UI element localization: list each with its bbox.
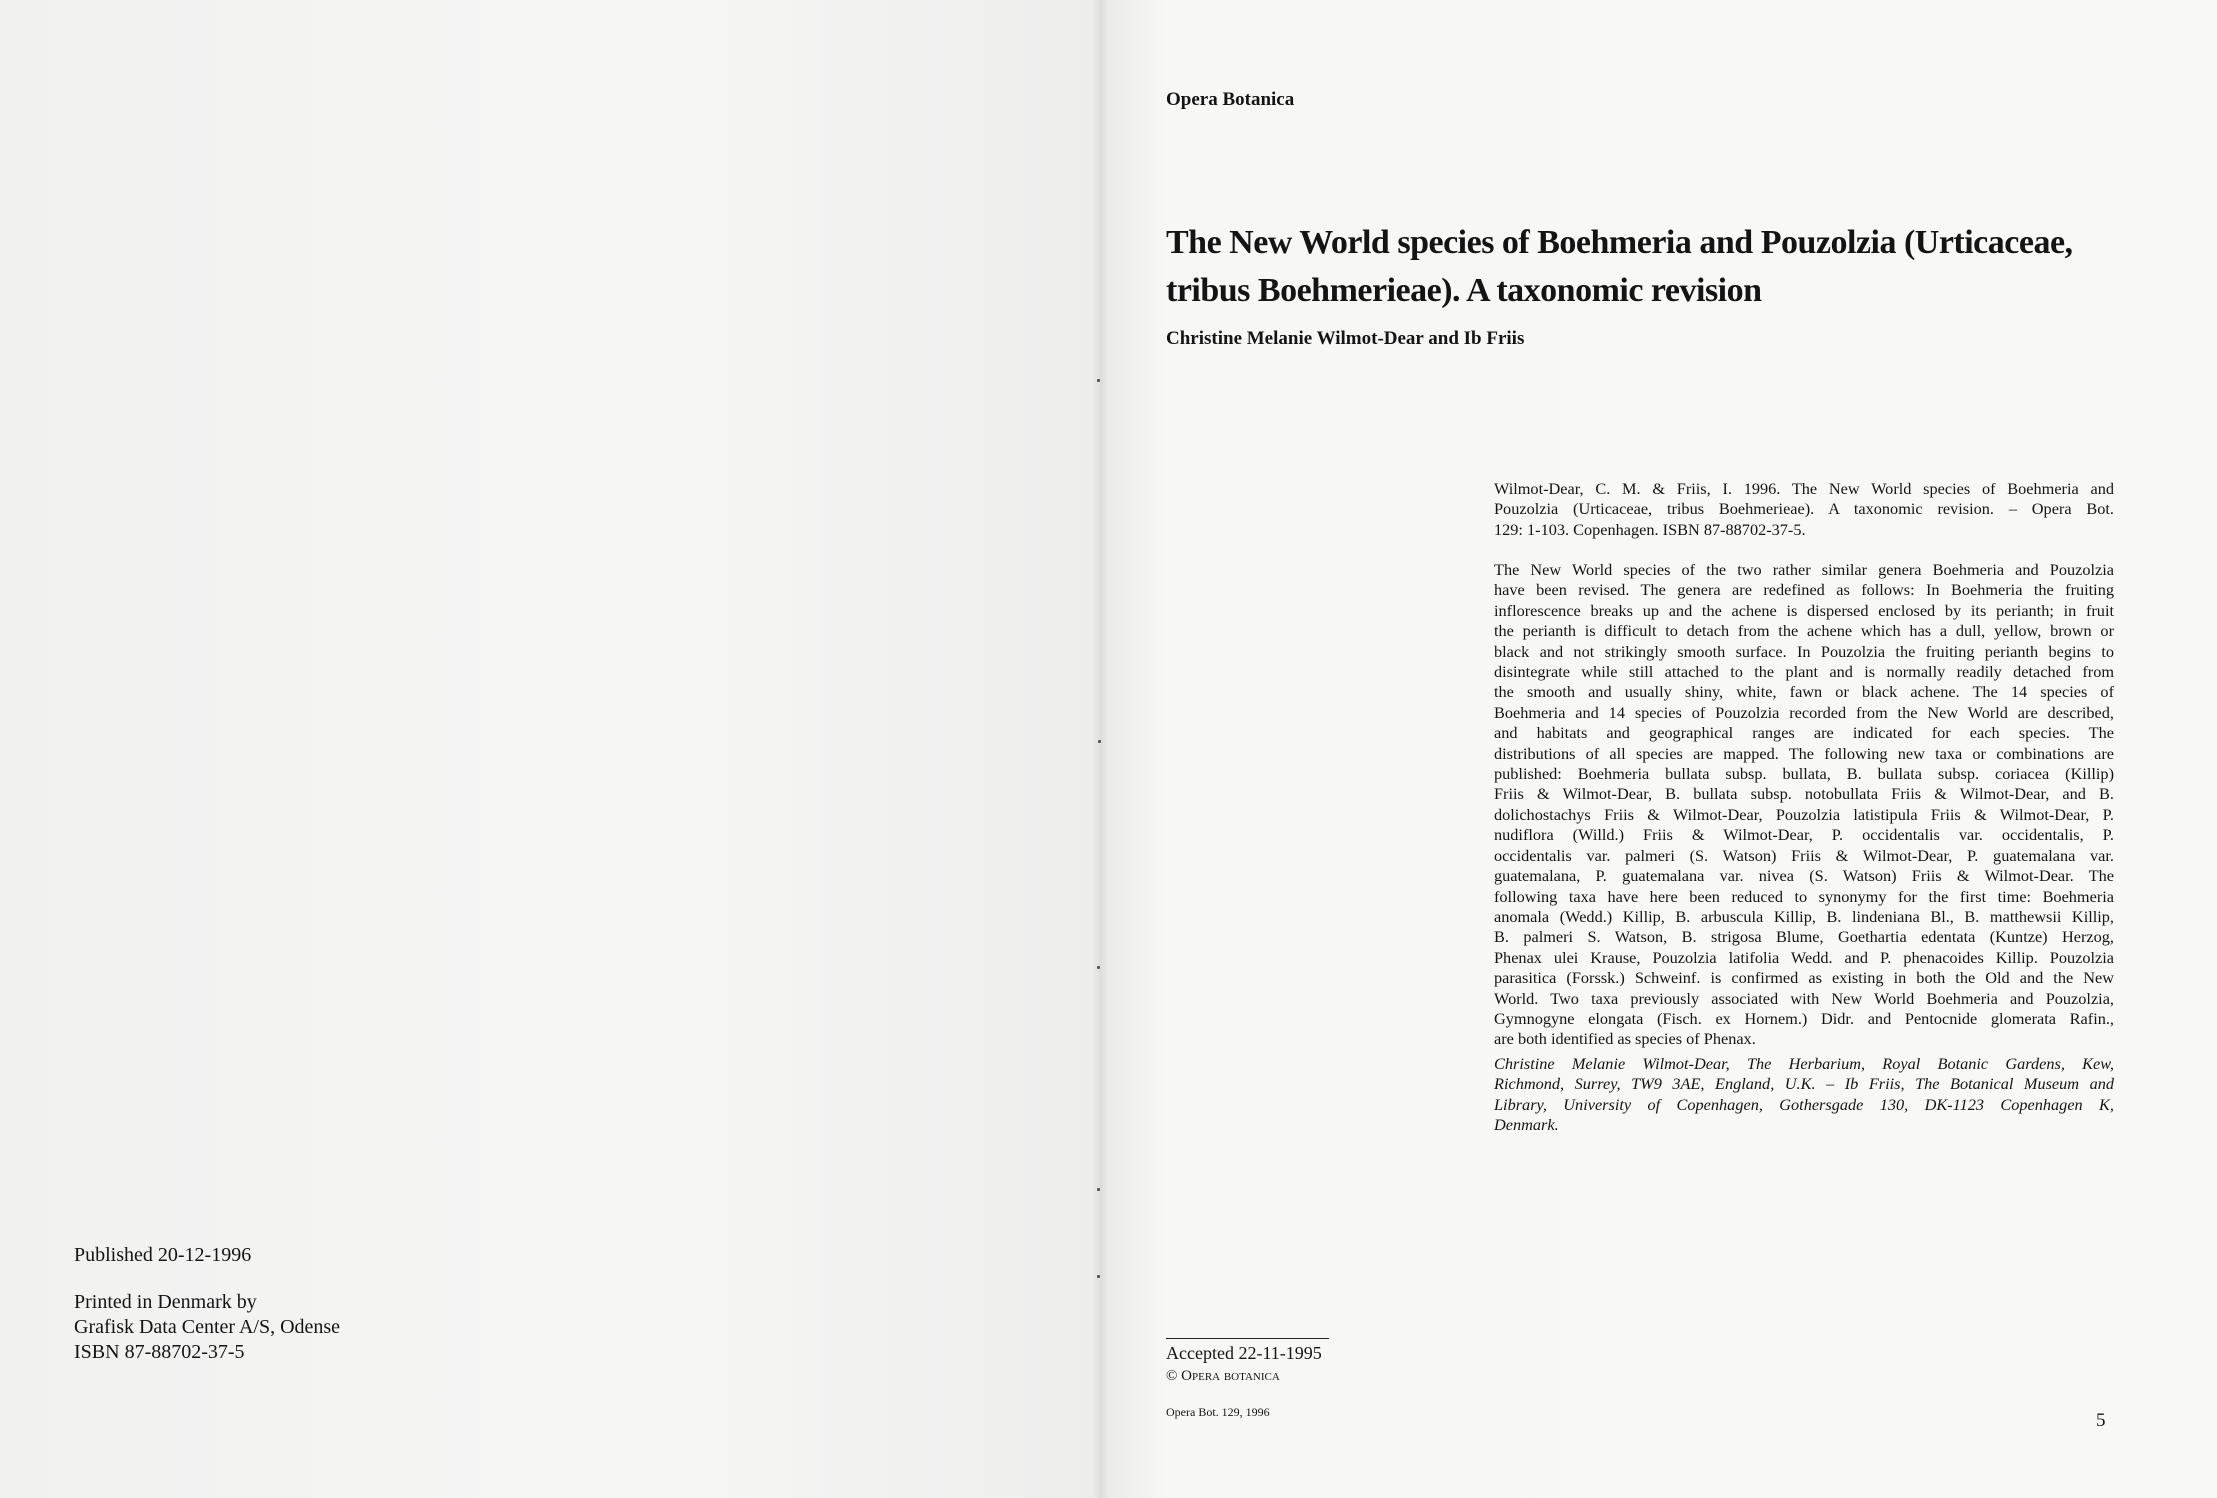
abstract-line: following taxa have here been reduced to synonymy for the first time: Boehmeria xyxy=(1494,886,2114,906)
abstract-line: Gymnogyne elongata (Fisch. ex Hornem.) Didr. and Pentocnide glomerata Rafin., xyxy=(1494,1008,2114,1028)
accepted-date: Accepted 22-11-1995 xyxy=(1166,1343,1322,1363)
abstract-line: parasitica (Forssk.) Schweinf. is confirmed as existing in both the Old and the New xyxy=(1494,968,2114,988)
accepted-rule xyxy=(1166,1338,1329,1339)
volume-reference: Opera Bot. 129, 1996 xyxy=(1166,1405,1270,1419)
printed-by-line: Printed in Denmark by xyxy=(74,1291,257,1313)
title-line-1: The New World species of Boehmeria and Pouzolzia (Urticaceae, xyxy=(1166,224,2073,261)
imprint-block xyxy=(74,1290,340,1365)
scan-speck xyxy=(1097,1188,1100,1191)
citation-line: Wilmot-Dear, C. M. & Friis, I. 1996. The New World species of Boehmeria and xyxy=(1494,479,2114,498)
address-block xyxy=(1494,1054,2114,1136)
abstract-line: the smooth and usually shiny, white, fawn or black achene. The 14 species of xyxy=(1494,682,2114,702)
abstract-line: distributions of all species are mapped. The following new taxa or combinations are xyxy=(1494,743,2114,763)
abstract-line: anomala (Wedd.) Killip, B. arbuscula Killip, B. lindeniana Bl., B. matthewsii Killip, xyxy=(1494,906,2114,926)
abstract-line: disintegrate while still attached to the plant and is normally readily detached from xyxy=(1494,662,2114,682)
abstract-line: nudiflora (Willd.) Friis & Wilmot-Dear, P. occidentalis var. occidentalis, P. xyxy=(1494,825,2114,845)
citation-block xyxy=(1494,479,2114,540)
scan-speck xyxy=(1097,379,1100,382)
author-addresses xyxy=(1494,1054,2114,1136)
book-gutter xyxy=(1092,0,1108,1498)
abstract-block xyxy=(1494,560,2114,1050)
abstract-line: and habitats and geographical ranges are indicated for each species. The xyxy=(1494,723,2114,743)
abstract-line: Boehmeria and 14 species of Pouzolzia recorded from the New World are described, xyxy=(1494,702,2114,722)
paper-title xyxy=(1166,219,2126,315)
page-number: 5 xyxy=(2096,1410,2106,1431)
copyright-line: © Opera botanica xyxy=(1166,1368,1280,1384)
abstract-line: dolichostachys Friis & Wilmot-Dear, Pouzolzia latistipula Friis & Wilmot-Dear, P. xyxy=(1494,804,2114,824)
abstract-line: published: Boehmeria bullata subsp. bullata, B. bullata subsp. coriacea (Killip) xyxy=(1494,764,2114,784)
addresses-line: Christine Melanie Wilmot-Dear, The Herbarium, Royal Botanic Gardens, Kew, xyxy=(1494,1054,2114,1073)
abstract-line: are both identified as species of Phenax. xyxy=(1494,1029,1756,1049)
abstract-line: have been revised. The genera are redefined as follows: In Boehmeria the fruiting xyxy=(1494,580,2114,600)
title-line-2: tribus Boehmerieae). A taxonomic revision xyxy=(1166,272,1762,309)
left-page xyxy=(0,0,1100,1498)
abstract-line: World. Two taxa previously associated with New World Boehmeria and Pouzolzia, xyxy=(1494,988,2114,1008)
printer-name: Grafisk Data Center A/S, Odense xyxy=(74,1316,341,1338)
scan-speck xyxy=(1097,966,1100,969)
abstract-line: guatemalana, P. guatemalana var. nivea (S. Watson) Friis & Wilmot-Dear. The xyxy=(1494,866,2114,886)
isbn-line: ISBN 87-88702-37-5 xyxy=(74,1341,245,1363)
abstract-line: inflorescence breaks up and the achene is dispersed enclosed by its perianth; in fruit xyxy=(1494,600,2114,620)
addresses-line: Library, University of Copenhagen, Gothersgade 130, DK-1123 Copenhagen K, xyxy=(1494,1094,2114,1114)
series-name: Opera Botanica xyxy=(1166,89,1295,110)
addresses-line: Richmond, Surrey, TW9 3AE, England, U.K. – Ib Friis, The Botanical Museum and xyxy=(1494,1074,2114,1094)
citation-line: Pouzolzia (Urticaceae, tribus Boehmerieae). A taxonomic revision. – Opera Bot. xyxy=(1494,499,2114,519)
scan-speck xyxy=(1098,740,1101,743)
abstract-line: Friis & Wilmot-Dear, B. bullata subsp. notobullata Friis & Wilmot-Dear, and B. xyxy=(1494,784,2114,804)
abstract-line: the perianth is difficult to detach from the achene which has a dull, yellow, brown or xyxy=(1494,621,2114,641)
abstract xyxy=(1494,560,2114,1050)
published-date: Published 20-12-1996 xyxy=(74,1244,252,1266)
addresses-line: Denmark. xyxy=(1494,1115,1559,1135)
scan-speck xyxy=(1097,1275,1100,1278)
abstract-line: occidentalis var. palmeri (S. Watson) Friis & Wilmot-Dear, P. guatemalana var. xyxy=(1494,845,2114,865)
abstract-line: The New World species of the two rather similar genera Boehmeria and Pouzolzia xyxy=(1494,560,2114,579)
abstract-line: B. palmeri S. Watson, B. strigosa Blume, Goethartia edentata (Kuntze) Herzog, xyxy=(1494,927,2114,947)
abstract-line: black and not strikingly smooth surface. In Pouzolzia the fruiting perianth begins to xyxy=(1494,641,2114,661)
abstract-line: Phenax ulei Krause, Pouzolzia latifolia Wedd. and P. phenacoides Killip. Pouzolzia xyxy=(1494,947,2114,967)
authors: Christine Melanie Wilmot-Dear and Ib Friis xyxy=(1166,328,1525,349)
citation xyxy=(1494,479,2114,540)
accepted-block xyxy=(1166,1342,1322,1388)
citation-line: 129: 1-103. Copenhagen. ISBN 87-88702-37-5. xyxy=(1494,519,1806,539)
